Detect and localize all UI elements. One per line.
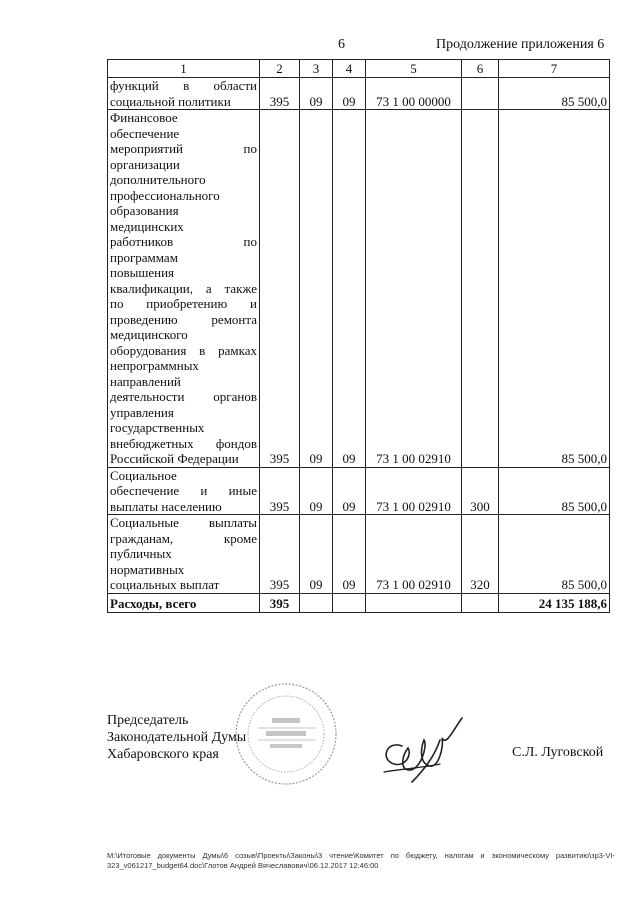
appendix-continuation: Продолжение приложения 6 <box>436 37 605 52</box>
expense-name-line: Социальные выплаты <box>110 515 257 530</box>
expense-name-line: внебюджетных фондов <box>110 435 257 451</box>
total-code: 395 <box>260 593 300 612</box>
expense-name-line: обеспечение <box>110 125 180 141</box>
signer-title <box>107 712 246 763</box>
expense-name-line: деятельности органов <box>110 389 257 404</box>
expense-name-line: повышения <box>110 265 175 280</box>
expense-name-line: выплаты населению <box>110 498 222 514</box>
expense-name <box>108 467 260 515</box>
column-header: 1 <box>108 60 260 78</box>
ministry-code: 395 <box>260 467 300 515</box>
expense-name-line: дополнительного <box>110 172 206 187</box>
expense-name-line: организации <box>110 156 180 172</box>
total-amount: 24 135 188,6 <box>499 593 610 612</box>
table-row <box>108 467 610 515</box>
section-code: 09 <box>300 467 333 515</box>
target-article: 73 1 00 00000 <box>366 78 462 110</box>
target-article: 73 1 00 02910 <box>366 467 462 515</box>
expense-name-line: программам <box>110 249 178 265</box>
total-label: Расходы, всего <box>108 593 260 612</box>
expense-name-line: направлений <box>110 373 181 389</box>
expense-name-line: мероприятий по <box>110 141 257 156</box>
column-number-row <box>108 60 610 78</box>
total-row <box>108 593 610 612</box>
ministry-code: 395 <box>260 110 300 468</box>
expense-type <box>462 78 499 110</box>
column-header: 5 <box>366 60 462 78</box>
expense-name <box>108 78 260 110</box>
section-code: 09 <box>300 110 333 468</box>
expense-name-line: профессионального <box>110 187 220 203</box>
signer-title-line: Законодательной Думы <box>107 730 247 745</box>
column-header: 3 <box>300 60 333 78</box>
column-header: 4 <box>333 60 366 78</box>
section-code: 09 <box>300 78 333 110</box>
subsection-code: 09 <box>333 110 366 468</box>
expense-name-line: государственных <box>110 420 205 435</box>
ministry-code: 395 <box>260 78 300 110</box>
subsection-code: 09 <box>333 78 366 110</box>
page-number: 6 <box>338 37 345 52</box>
target-article: 73 1 00 02910 <box>366 110 462 468</box>
table-row <box>108 78 610 110</box>
handwritten-signature <box>372 712 468 784</box>
signer-name: С.Л. Луговской <box>512 745 604 760</box>
signer-title-line: Хабаровского края <box>107 747 219 762</box>
expense-name-line: Финансовое <box>110 110 178 125</box>
expense-name-line: публичных <box>110 546 172 561</box>
expense-type: 320 <box>462 515 499 594</box>
ministry-code: 395 <box>260 515 300 594</box>
section-code: 09 <box>300 515 333 594</box>
expense-type <box>462 110 499 468</box>
subsection-code: 09 <box>333 467 366 515</box>
amount: 85 500,0 <box>499 110 610 468</box>
subsection-code: 09 <box>333 515 366 594</box>
expense-name-line: квалификации, а также <box>110 280 257 296</box>
file-path-footer: M:\Итоговые документы Думы\6 созыв\Проекты\Законы\3 чтение\Комитет по бюджету, налогам и экономическому развитию\зр3-VI-323_v061217_budget64.doc\Глотов Андрей Вячеславович\06.12.2017 12:46:00 <box>107 851 615 870</box>
expense-name <box>108 515 260 594</box>
expense-name-line: медицинских <box>110 218 184 234</box>
table-row <box>108 110 610 468</box>
expense-name-line: социальных выплат <box>110 577 220 592</box>
official-seal-stamp <box>232 680 340 788</box>
expense-name-line: проведению ремонта <box>110 311 257 327</box>
table-row <box>108 515 610 594</box>
expense-name <box>108 110 260 468</box>
amount: 85 500,0 <box>499 78 610 110</box>
expense-name-line: оборудования в рамках <box>110 342 257 358</box>
column-header: 2 <box>260 60 300 78</box>
expense-name-line: непрограммных <box>110 358 199 373</box>
signer-title-line: Председатель <box>107 713 189 728</box>
expense-name-line: обеспечение и иные <box>110 483 257 498</box>
expense-name-line: медицинского <box>110 327 188 342</box>
expense-name-line: функций в области <box>110 78 257 93</box>
target-article: 73 1 00 02910 <box>366 515 462 594</box>
amount: 85 500,0 <box>499 515 610 594</box>
amount: 85 500,0 <box>499 467 610 515</box>
expense-name-line: Социальное <box>110 467 177 483</box>
column-header: 7 <box>499 60 610 78</box>
expense-name-line: управления <box>110 404 174 420</box>
budget-table <box>107 59 610 613</box>
expense-name-line: Российской Федерации <box>110 451 239 466</box>
expense-name-line: по приобретению и <box>110 296 257 311</box>
expense-type: 300 <box>462 467 499 515</box>
column-header: 6 <box>462 60 499 78</box>
expense-name-line: социальной политики <box>110 93 231 109</box>
expense-name-line: нормативных <box>110 561 185 577</box>
expense-name-line: работников по <box>110 234 257 249</box>
expense-name-line: образования <box>110 203 179 218</box>
expense-name-line: гражданам, кроме <box>110 530 257 546</box>
